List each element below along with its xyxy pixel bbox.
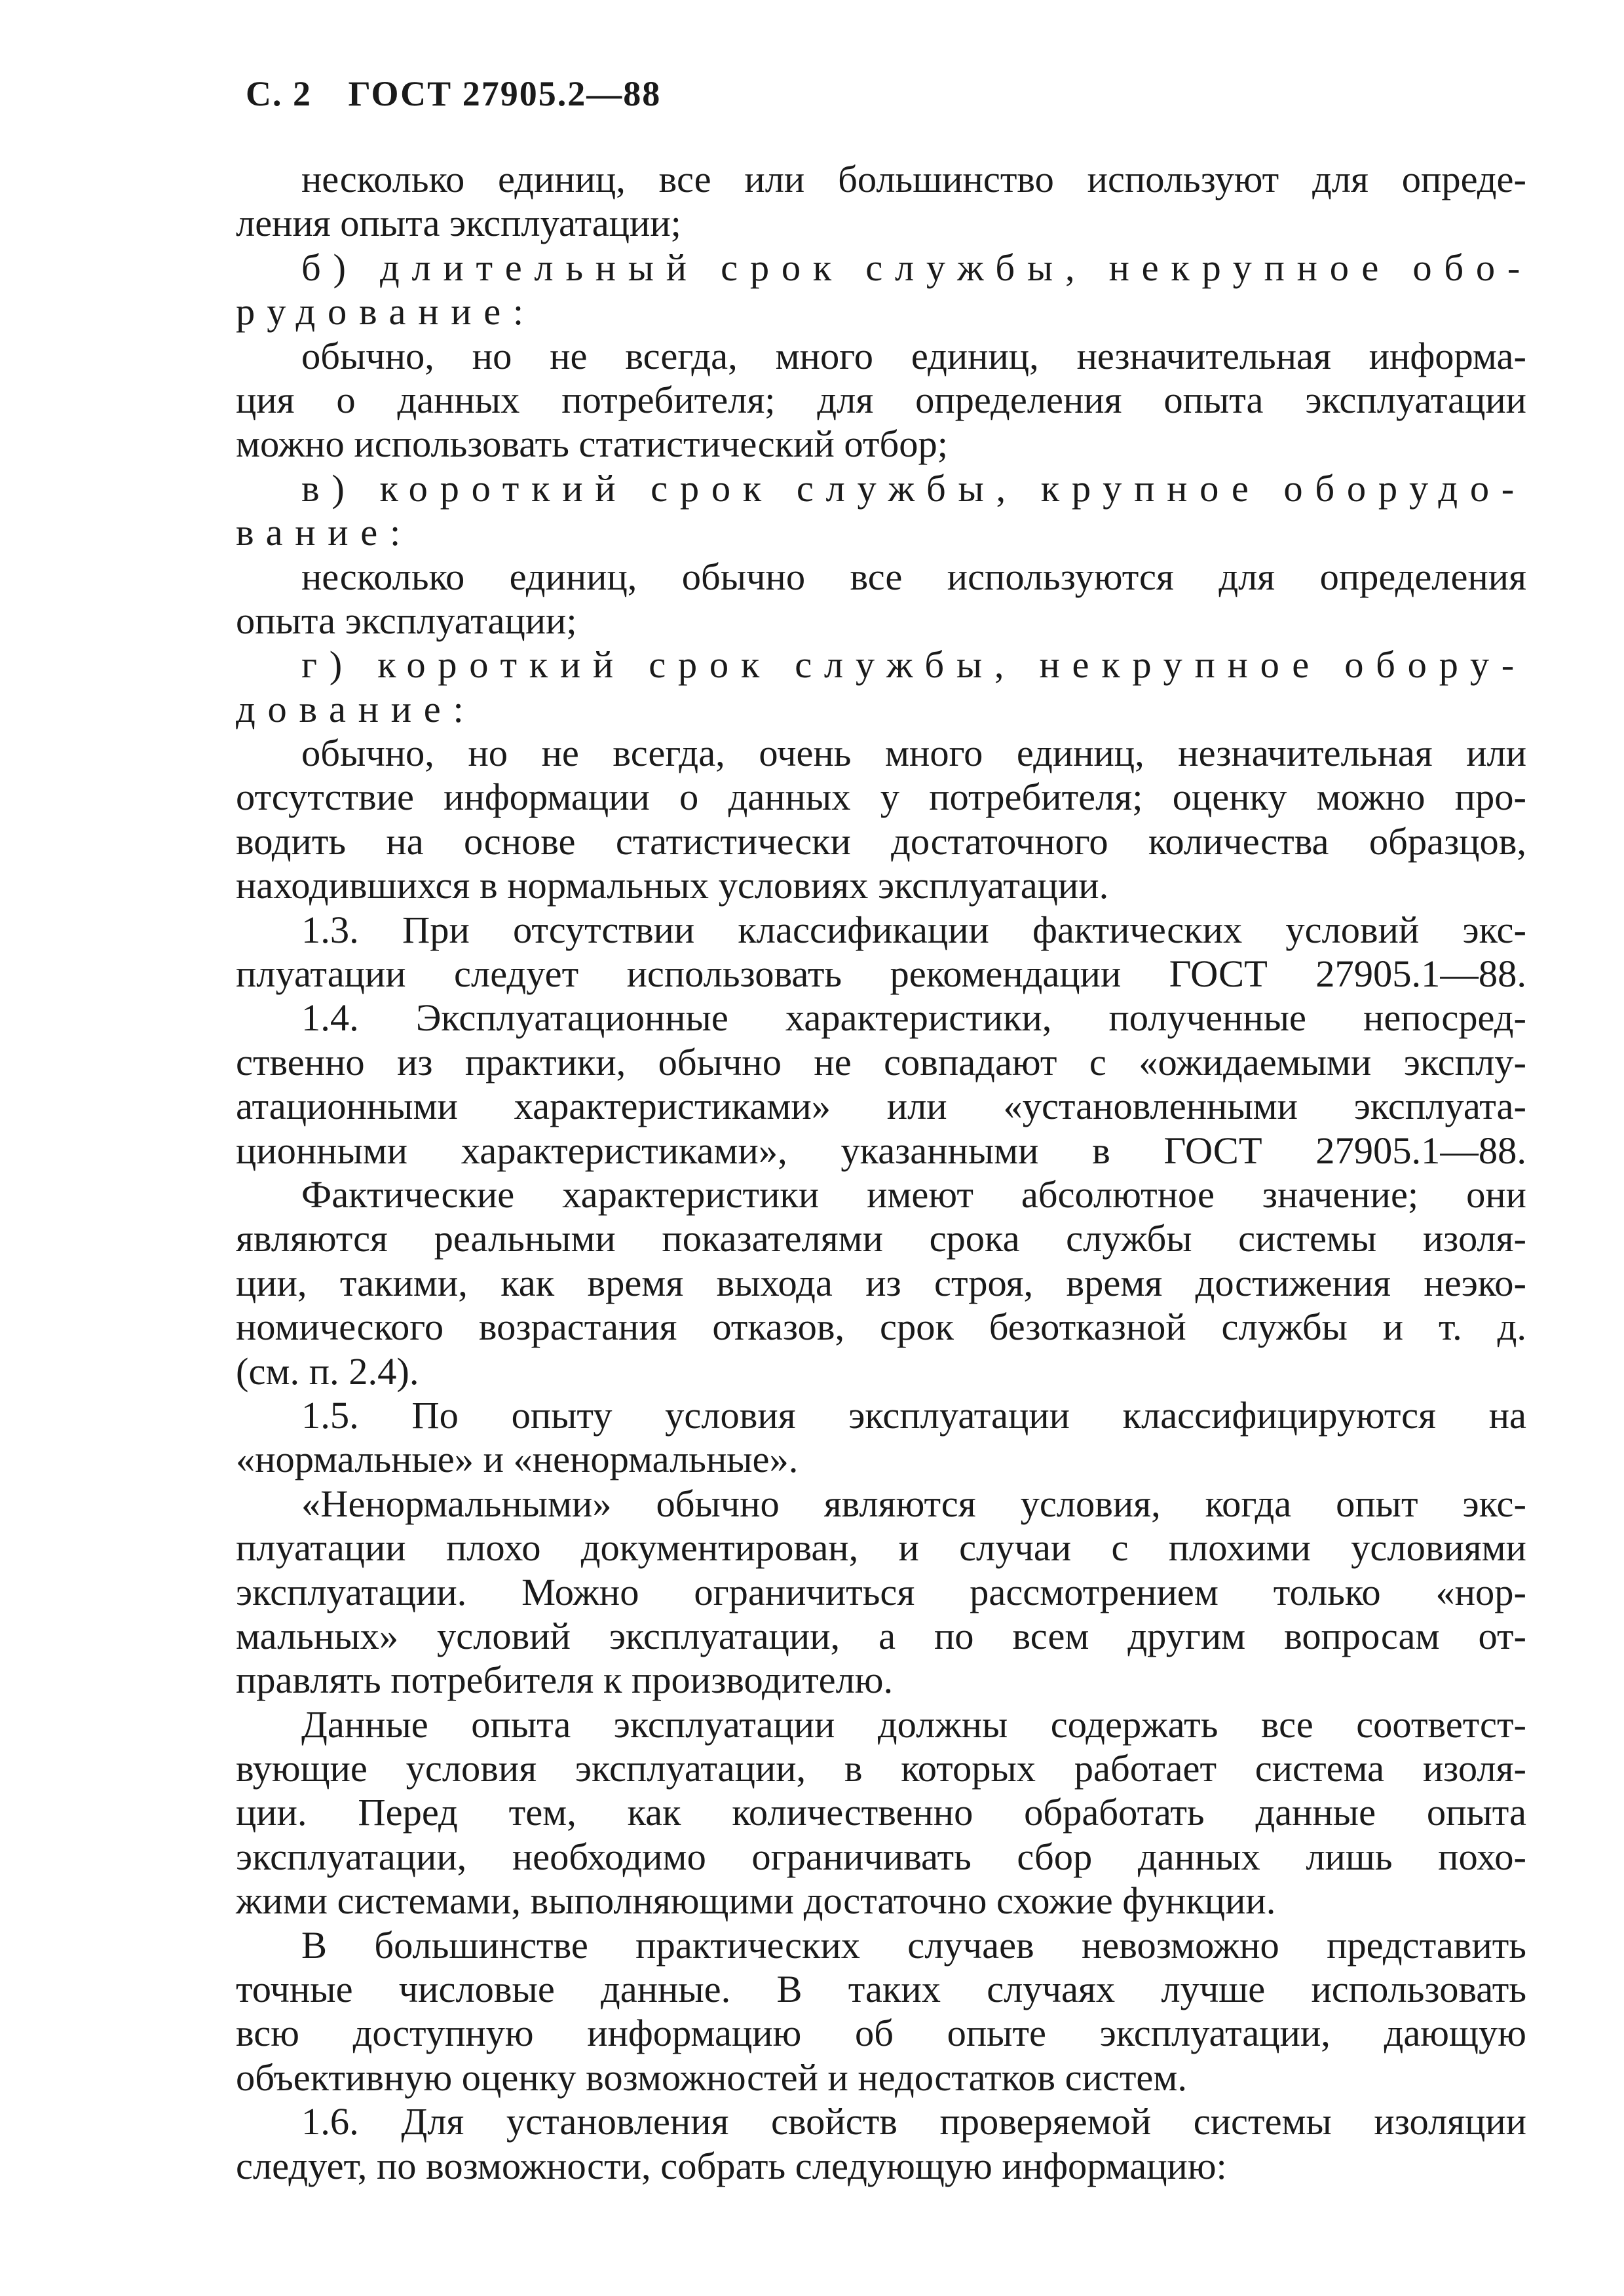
text-line: правлять потребителя к производителю. [236,1659,894,1702]
text-line: Данные опыта эксплуатации должны содержать все соответст- [301,1703,1526,1746]
text-line: можно использовать статистический отбор; [236,423,948,466]
text-line: жими системами, выполняющими достаточно схожие функции. [236,1879,1276,1923]
text-line: являются реальными показателями срока службы системы изоля- [236,1217,1526,1260]
text-line: ции, такими, как время выхода из строя, время достижения неэко- [236,1261,1526,1304]
text-line: следует, по возможности, собрать следующую информацию: [236,2144,1227,2187]
standard-designation: ГОСТ 27905.2—88 [348,74,662,113]
text-line: эксплуатации, необходимо ограничивать сбор данных лишь похо- [236,1835,1526,1878]
text-line: плуатации следует использовать рекомендации ГОСТ 27905.1—88. [236,952,1526,996]
text-line: дование: [236,687,476,730]
text-line: эксплуатации. Можно ограничиться рассмотрением только «нор- [236,1570,1526,1613]
document-body [236,157,1533,2188]
text-line: объективную оценку возможностей и недостатков систем. [236,2056,1188,2099]
page-header [246,73,661,114]
text-line: 1.5. По опыту условия эксплуатации классифицируются на [301,1393,1526,1437]
text-line: «Ненормальными» обычно являются условия, когда опыт экс- [301,1482,1526,1525]
text-line: ции. Перед тем, как количественно обработать данные опыта [236,1791,1526,1834]
text-line: б) длительный срок службы, некрупное обо- [301,246,1533,289]
text-line: вующие условия эксплуатации, в которых работает система изоля- [236,1747,1526,1790]
text-line: в) короткий срок службы, крупное оборудо- [301,466,1526,510]
text-line: (см. п. 2.4). [236,1349,419,1393]
text-line: г) короткий срок службы, некрупное обору- [301,643,1526,687]
text-line: водить на основе статистически достаточного количества образцов, [236,819,1526,863]
text-line: мальных» условий эксплуатации, а по всем другим вопросам от- [236,1614,1526,1657]
text-line: плуатации плохо документирован, и случаи с плохими условиями [236,1526,1526,1570]
page-number: С. 2 [246,74,312,113]
text-line: обычно, но не всегда, много единиц, незначительная информа- [301,334,1526,377]
text-line: рудование: [236,290,536,333]
text-line: ция о данных потребителя; для определения опыта эксплуатации [236,378,1526,421]
text-line: Фактические характеристики имеют абсолютное значение; они [301,1173,1526,1216]
text-line: 1.3. При отсутствии классификации фактических условий экс- [301,908,1526,951]
text-line: 1.6. Для установления свойств проверяемой системы изоляции [301,2100,1526,2143]
text-line: 1.4. Эксплуатационные характеристики, полученные непосред- [301,996,1526,1040]
text-line: В большинстве практических случаев невозможно представить [301,1923,1526,1967]
text-line: номического возрастания отказов, срок безотказной службы и т. д. [236,1306,1526,1349]
text-line: находившихся в нормальных условиях эксплуатации. [236,864,1109,907]
text-line: несколько единиц, все или большинство используют для опреде- [301,158,1526,200]
text-line: ления опыта эксплуатации; [236,202,681,245]
text-line: несколько единиц, обычно все используются для определения [301,555,1526,598]
text-line: ционными характеристиками», указанными в ГОСТ 27905.1—88. [236,1129,1526,1172]
text-line: вание: [236,511,413,554]
text-line: опыта эксплуатации; [236,599,577,642]
text-line: ственно из практики, обычно не совпадают с «ожидаемыми эксплу- [236,1040,1526,1083]
text-line: атационными характеристиками» или «установленными эксплуата- [236,1085,1526,1128]
text-line: отсутствие информации о данных у потребителя; оценку можно про- [236,776,1526,819]
text-line: обычно, но не всегда, очень много единиц, незначительная или [301,732,1526,775]
text-line: «нормальные» и «ненормальные». [236,1438,799,1481]
text-line: точные числовые данные. В таких случаях лучше использовать [236,1968,1526,2011]
text-line: всю доступную информацию об опыте эксплуатации, дающую [236,2012,1526,2055]
